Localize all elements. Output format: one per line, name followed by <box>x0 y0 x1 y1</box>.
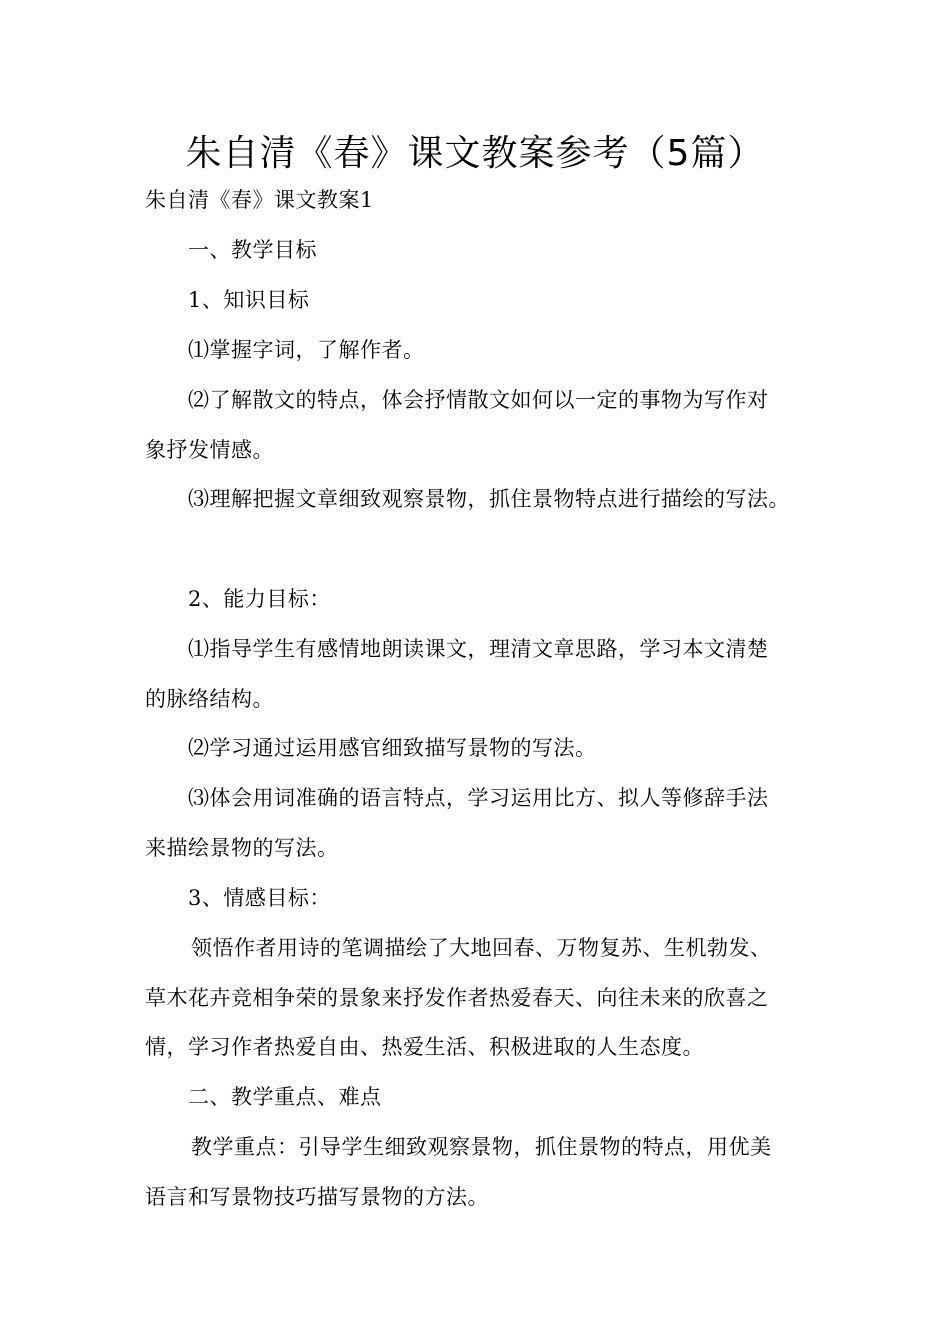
paragraph-line: ⑶理解把握文章细致观察景物，抓住景物特点进行描绘的写法。 <box>188 487 790 511</box>
paragraph-line: ⑶体会用词准确的语言特点，学习运用比方、拟人等修辞手法 <box>188 786 769 810</box>
document-title: 朱自清《春》课文教案参考（5篇） <box>185 133 765 174</box>
paragraph-line: 的脉络结构。 <box>145 687 274 711</box>
paragraph-line: 二、教学重点、难点 <box>188 1085 382 1109</box>
paragraph-line: 2、能力目标： <box>188 587 331 611</box>
paragraph-line: 语言和写景物技巧描写景物的方法。 <box>145 1185 489 1209</box>
lesson-heading: 朱自清《春》课文教案1 <box>145 188 374 212</box>
paragraph-line: ⑵学习通过运用感官细致描写景物的写法。 <box>188 736 597 760</box>
paragraph-line: 1、知识目标 <box>188 288 310 312</box>
paragraph-line: ⑴掌握字词，了解作者。 <box>188 338 425 362</box>
paragraph-line: 来描绘景物的写法。 <box>145 836 339 860</box>
paragraph-line: 草木花卉竞相争荣的景象来抒发作者热爱春天、向往未来的欣喜之 <box>145 986 769 1010</box>
paragraph-line: 教学重点：引导学生细致观察景物，抓住景物的特点，用优美 <box>191 1135 772 1159</box>
paragraph-line: 领悟作者用诗的笔调描绘了大地回春、万物复苏、生机勃发、 <box>191 936 772 960</box>
paragraph-line: ⑴指导学生有感情地朗读课文，理清文章思路，学习本文清楚 <box>188 637 769 661</box>
paragraph-line: 象抒发情感。 <box>145 438 274 462</box>
paragraph-line: 情，学习作者热爱自由、热爱生活、积极进取的人生态度。 <box>145 1035 704 1059</box>
paragraph-line: 一、教学目标 <box>188 238 317 262</box>
paragraph-line: ⑵了解散文的特点，体会抒情散文如何以一定的事物为写作对 <box>188 388 769 412</box>
paragraph-line: 3、情感目标： <box>188 886 331 910</box>
